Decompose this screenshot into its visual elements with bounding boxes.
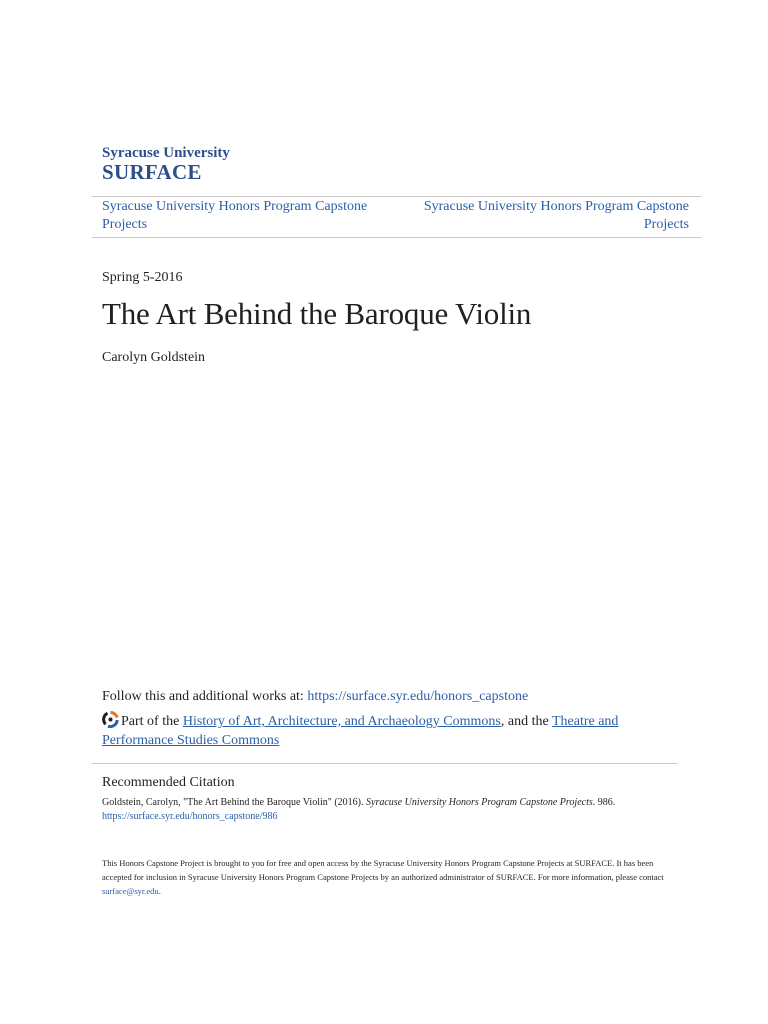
citation-link[interactable]: https://surface.syr.edu/honors_capstone/986 (102, 811, 278, 822)
collection-link-right[interactable]: Syracuse University Honors Program Capstone Projects (423, 199, 689, 232)
part-of-line (102, 711, 662, 750)
citation-end: . 986. (592, 797, 616, 808)
access-notice (102, 856, 682, 898)
citation-venue: Syracuse University Honors Program Capstone Projects (366, 797, 593, 808)
part-of-prefix: Part of the (121, 714, 183, 729)
repository-name[interactable]: SURFACE (102, 160, 202, 184)
network-icon (102, 711, 119, 728)
collection-link-left[interactable]: Syracuse University Honors Program Capstone Projects (102, 199, 368, 232)
citation-start: Goldstein, Carolyn, "The Art Behind the Baroque Violin" (2016). (102, 797, 367, 808)
citation-heading: Recommended Citation (102, 775, 235, 790)
commons-link-art-history[interactable]: History of Art, Architecture, and Archaeology Commons (182, 714, 501, 729)
follow-line (102, 689, 528, 705)
contact-email-link[interactable]: surface@syr.edu (102, 886, 159, 896)
citation-text (102, 796, 662, 824)
publication-date: Spring 5-2016 (102, 270, 183, 285)
document-title: The Art Behind the Baroque Violin (102, 296, 532, 331)
author-name: Carolyn Goldstein (102, 350, 206, 365)
collection-divider (92, 237, 701, 238)
institution-name: Syracuse University (102, 145, 230, 161)
part-of-middle: , and the (500, 714, 552, 729)
citation-divider (92, 763, 678, 764)
commons-link-theatre[interactable]: Theatre and Performance Studies Commons (102, 714, 619, 748)
access-notice-end: . (158, 886, 161, 896)
top-divider (92, 196, 701, 197)
follow-link[interactable]: https://surface.syr.edu/honors_capstone (307, 689, 529, 704)
access-notice-text: This Honors Capstone Project is brought to you for free and open access by the Syracuse University Honors Program Capstone Projects at SURFACE. It has been accepted for inclusion in Syracuse University Honors Program Capstone Projects by an authorized administrator of SURFACE. For more information, please contact (102, 858, 664, 882)
follow-prefix: Follow this and additional works at: (102, 689, 308, 704)
